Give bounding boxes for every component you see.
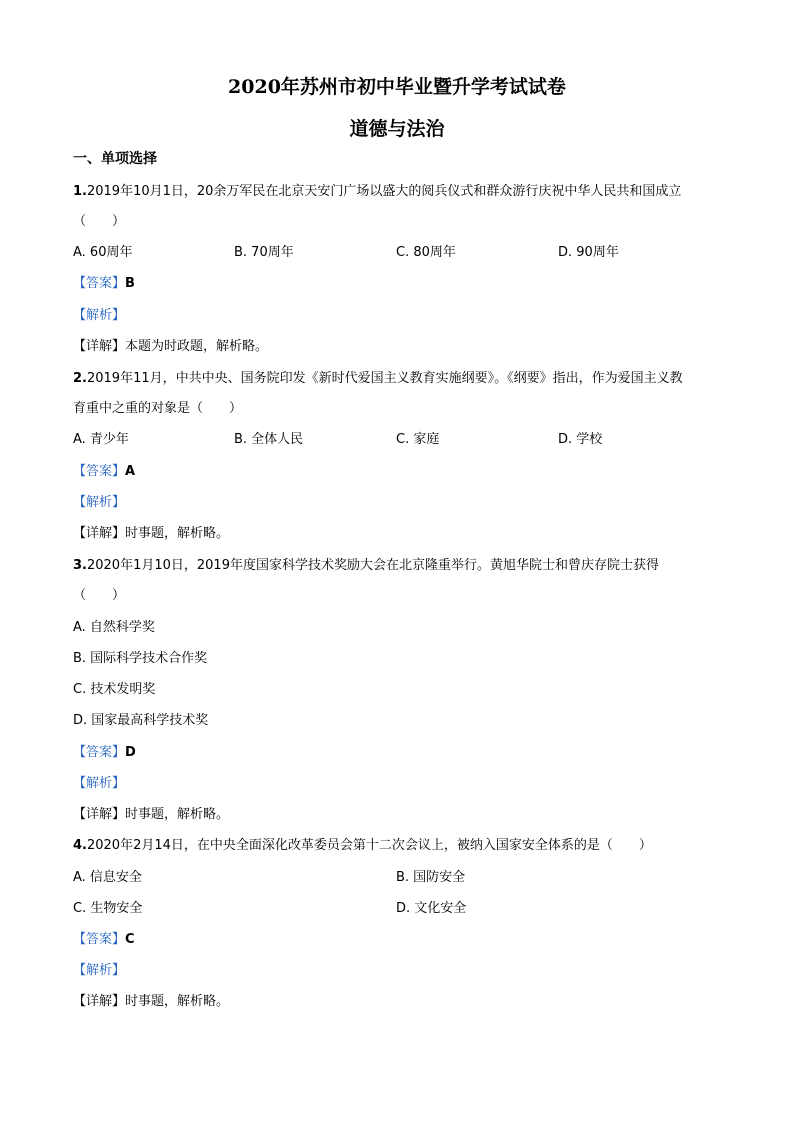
question-2-stem-line1 (73, 370, 683, 388)
question-1-detail-text: 本题为时政题，解析略。 (125, 339, 269, 354)
question-2-answer-value: A (125, 464, 136, 479)
question-4-analysis-label: 【解析】 (73, 963, 126, 978)
question-4-detail (73, 993, 229, 1011)
question-1-option-b: B. 70周年 (234, 245, 294, 260)
question-2-option-c: C. 家庭 (396, 432, 440, 447)
subject-title: 道德与法治 (349, 118, 445, 140)
question-1-number: 1. (73, 184, 87, 199)
question-1-option-d: D. 90周年 (558, 245, 619, 260)
detail-label: 【详解】 (73, 994, 126, 1009)
question-1-option-c: C. 80周年 (396, 245, 456, 260)
detail-label: 【详解】 (73, 807, 126, 822)
question-4-detail-text: 时事题，解析略。 (125, 994, 230, 1009)
answer-label: 【答案】 (73, 276, 126, 291)
question-1-detail (73, 338, 268, 356)
question-4-answer (73, 931, 135, 949)
question-3-answer (73, 744, 136, 762)
question-2-detail-text: 时事题，解析略。 (125, 526, 230, 541)
answer-label: 【答案】 (73, 464, 126, 479)
question-1-stem-line1 (73, 183, 681, 201)
question-3-stem-line2: （ ） (73, 588, 126, 603)
question-2-stem-text: 2019年11月，中共中央、国务院印发《新时代爱国主义教育实施纲要》。《纲要》指出，作为爱国主义教 (86, 371, 683, 386)
question-3-stem-line1 (73, 557, 659, 575)
question-3-detail-text: 时事题，解析略。 (125, 807, 230, 822)
question-1-stem-text: 2019年10月1日，20余万军民在北京天安门广场以盛大的阅兵仪式和群众游行庆祝中华人民共和国成立 (86, 184, 682, 199)
question-3-option-b: B. 国际科学技术合作奖 (73, 651, 208, 666)
question-4-option-d: D. 文化安全 (396, 901, 467, 916)
question-3-option-d: D. 国家最高科学技术奖 (73, 713, 209, 728)
page-title: 2020年苏州市初中毕业暨升学考试试卷 (228, 76, 566, 98)
question-4-stem-text: 2020年2月14日，在中央全面深化改革委员会第十二次会议上，被纳入国家安全体系的是（ ） (86, 838, 652, 853)
question-2-detail (73, 525, 229, 543)
question-2-option-d: D. 学校 (558, 432, 603, 447)
section-heading: 一、单项选择 (73, 151, 157, 167)
answer-label: 【答案】 (73, 745, 126, 760)
question-1-stem-line2: （ ） (73, 214, 126, 229)
detail-label: 【详解】 (73, 339, 126, 354)
question-2-analysis-label: 【解析】 (73, 495, 126, 510)
question-3-detail (73, 806, 229, 824)
question-3-answer-value: D (125, 745, 136, 760)
question-3-number: 3. (73, 558, 87, 573)
question-2-stem-line2: 育重中之重的对象是（ ） (73, 401, 243, 416)
answer-label: 【答案】 (73, 932, 126, 947)
question-3-analysis-label: 【解析】 (73, 776, 126, 791)
question-4-option-b: B. 国防安全 (396, 870, 466, 885)
question-4-answer-value: C (125, 932, 135, 947)
question-2-answer (73, 463, 135, 481)
question-1-analysis-label: 【解析】 (73, 308, 126, 323)
question-4-number: 4. (73, 838, 87, 853)
question-4-stem-line1 (73, 837, 652, 855)
question-1-answer-value: B (125, 276, 135, 291)
question-3-option-c: C. 技术发明奖 (73, 682, 156, 697)
question-1-answer (73, 275, 135, 293)
question-4-option-a: A. 信息安全 (73, 870, 142, 885)
question-2-number: 2. (73, 371, 87, 386)
question-2-option-b: B. 全体人民 (234, 432, 304, 447)
question-3-option-a: A. 自然科学奖 (73, 620, 155, 635)
question-3-stem-text: 2020年1月10日，2019年度国家科学技术奖励大会在北京隆重举行。黄旭华院士和曾庆存院士获得 (86, 558, 659, 573)
detail-label: 【详解】 (73, 526, 126, 541)
question-2-option-a: A. 青少年 (73, 432, 129, 447)
question-1-option-a: A. 60周年 (73, 245, 133, 260)
question-4-option-c: C. 生物安全 (73, 901, 143, 916)
